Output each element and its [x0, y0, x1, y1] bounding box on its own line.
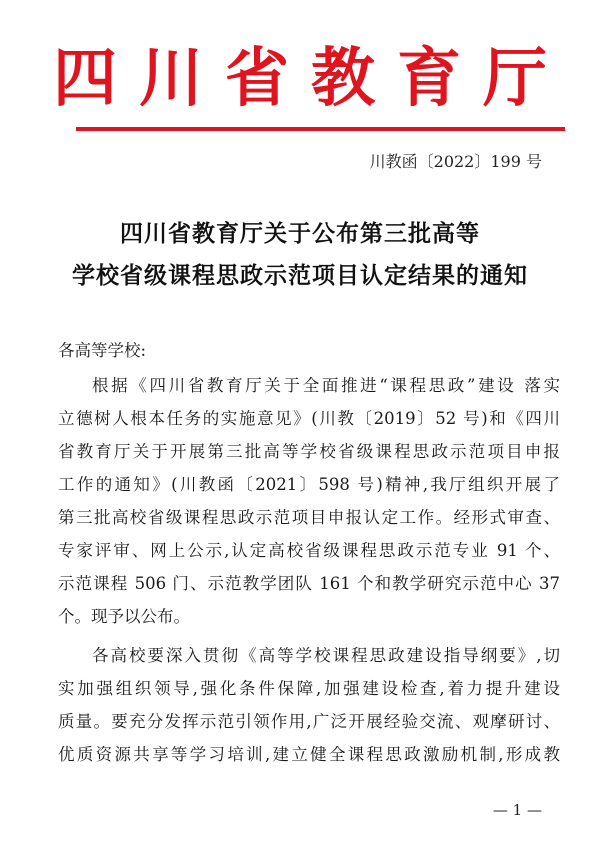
body-line-12: 优质资源共享等学习培训,建立健全课程思政激励机制,形成教 [58, 745, 560, 764]
document-number: 川教函〔2022〕199 号 [369, 152, 542, 171]
notice-title-line-2: 学校省级课程思政示范项目认定结果的通知 [72, 263, 528, 289]
body-line-10: 实加强组织领导,强化条件保障,加强建设检查,着力提升建设 [58, 679, 560, 698]
body-line-3: 省教育厅关于开展第三批高等学校省级课程思政示范项目申报 [58, 442, 560, 461]
masthead-red-rule [76, 127, 565, 131]
body-line-7: 示范课程 506 门、示范教学团队 161 个和教学研究示范中心 37 [58, 574, 560, 593]
body-line-6: 专家评审、网上公示,认定高校省级课程思政示范专业 91 个、 [58, 541, 560, 560]
body-line-11: 质量。要充分发挥示范引领作用,广泛开展经验交流、观摩研讨、 [58, 712, 560, 731]
body-line-9: 各高校要深入贯彻《高等学校课程思政建设指导纲要》,切 [92, 646, 560, 665]
body-line-2: 立德树人根本任务的实施意见》(川教〔2019〕52 号)和《四川 [58, 409, 560, 428]
body-line-1: 根据《四川省教育厅关于全面推进“课程思政”建设 落实 [92, 376, 560, 395]
body-line-5: 第三批高校省级课程思政示范项目申报认定工作。经形式审查、 [58, 508, 560, 527]
notice-title-line-1: 四川省教育厅关于公布第三批高等 [120, 221, 480, 247]
page-number: — 1 — [492, 801, 542, 819]
body-line-8: 个。现予以公布。 [58, 607, 190, 626]
body-line-4: 工作的通知》(川教函〔2021〕598 号)精神,我厅组织开展了 [58, 475, 560, 494]
masthead-title: 四川省教育厅 [53, 41, 569, 116]
salutation: 各高等学校: [58, 341, 147, 360]
